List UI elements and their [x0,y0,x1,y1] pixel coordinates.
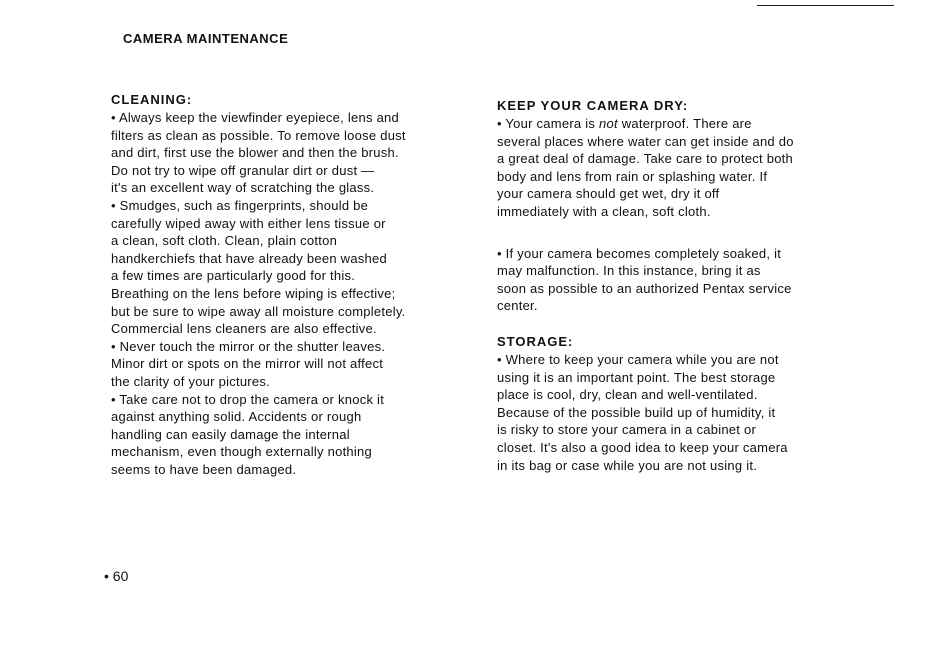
keep-dry-bullet-1-post: waterproof. There are several places where water can get inside and do a great deal of damage. Take care to protect both body and lens from rain or splashing water. If your camera should get wet, dry it off immediately with a clean, soft cloth. [497,116,794,219]
keep-dry-bullet-1-emphasis: not [599,116,618,131]
keep-dry-bullet-1-pre: • Your camera is [497,116,600,131]
cleaning-title: CLEANING: [111,92,193,107]
page-number: • 60 [104,568,129,584]
storage-bullet: • Where to keep your camera while you are not using it is an important point. The best storage place is cool, dry, clean and well-ventilated. Because of the possible build up of humidity, it is risky to store your camera in a cabinet or closet. It's also a good idea to keep your camera in its bag or case while you are not using it. [497,351,788,473]
keep-dry-bullet-2: • If your camera becomes completely soaked, it may malfunction. In this instance, bring it as soon as possible to an authorized Pentax service center. [497,245,792,314]
left-column [111,91,471,478]
storage-title: STORAGE: [497,333,574,349]
cleaning-bullet-2: • Smudges, such as fingerprints, should be carefully wiped away with either lens tissue or a clean, soft cloth. Clean, plain cotton handkerchiefs that have already been washed a few times are particularly good for this. Breathing on the lens before wiping is effective; but be sure to wipe away all moisture completely. Commercial lens cleaners are also effective. [111,197,406,337]
cleaning-bullet-3: • Never touch the mirror or the shutter leaves. Minor dirt or spots on the mirror will not affect the clarity of your pictures. [111,338,386,389]
keep-dry-title: KEEP YOUR CAMERA DRY: [497,98,689,113]
right-column [497,97,857,474]
keep-dry-bullet-1 [497,115,857,221]
cleaning-bullet-1: • Always keep the viewfinder eyepiece, lens and filters as clean as possible. To remove loose dust and dirt, first use the blower and then the brush. Do not try to wipe off granular dirt or dust — it's an excellent way of scratching the glass. [111,110,406,196]
cleaning-bullet-4: • Take care not to drop the camera or knock it against anything solid. Accidents or rough handling can easily damage the internal mechanism, even though externally nothing seems to have been damaged. [111,391,385,477]
page-heading: CAMERA MAINTENANCE [123,31,289,46]
top-rule-line [757,5,894,6]
